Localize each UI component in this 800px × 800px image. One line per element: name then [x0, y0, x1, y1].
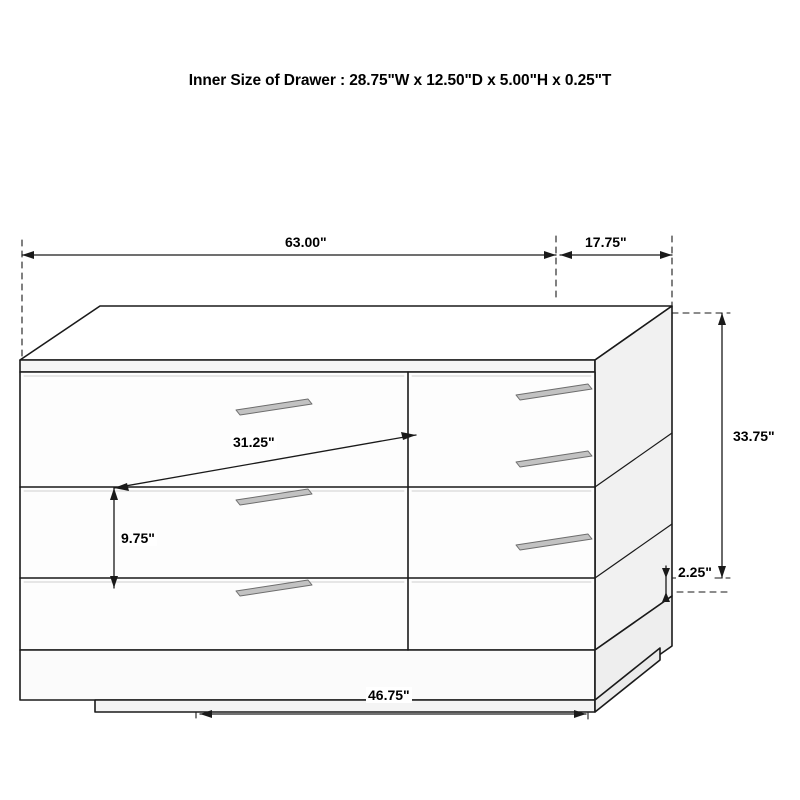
dimension-label-base-height: 2.25"	[678, 564, 712, 580]
dimension-label-height-total: 33.75"	[733, 428, 775, 444]
front-face	[20, 372, 595, 650]
dimension-label-drawer-front-height: 9.75"	[121, 530, 155, 546]
right-side-panel	[595, 306, 672, 650]
plinth-base-shadow	[95, 700, 595, 712]
page-title: Inner Size of Drawer : 28.75"W x 12.50"D x 5.00"H x 0.25"T	[188, 72, 612, 89]
dimension-label-base-width: 46.75"	[368, 687, 410, 703]
plinth-front	[20, 650, 595, 700]
dimension-label-drawer-inner-width: 31.25"	[233, 434, 275, 450]
dimension-label-depth-side: 17.75"	[585, 234, 627, 250]
top-edge	[20, 360, 595, 372]
dimension-label-width-total: 63.00"	[285, 234, 327, 250]
dresser-top	[20, 306, 672, 360]
